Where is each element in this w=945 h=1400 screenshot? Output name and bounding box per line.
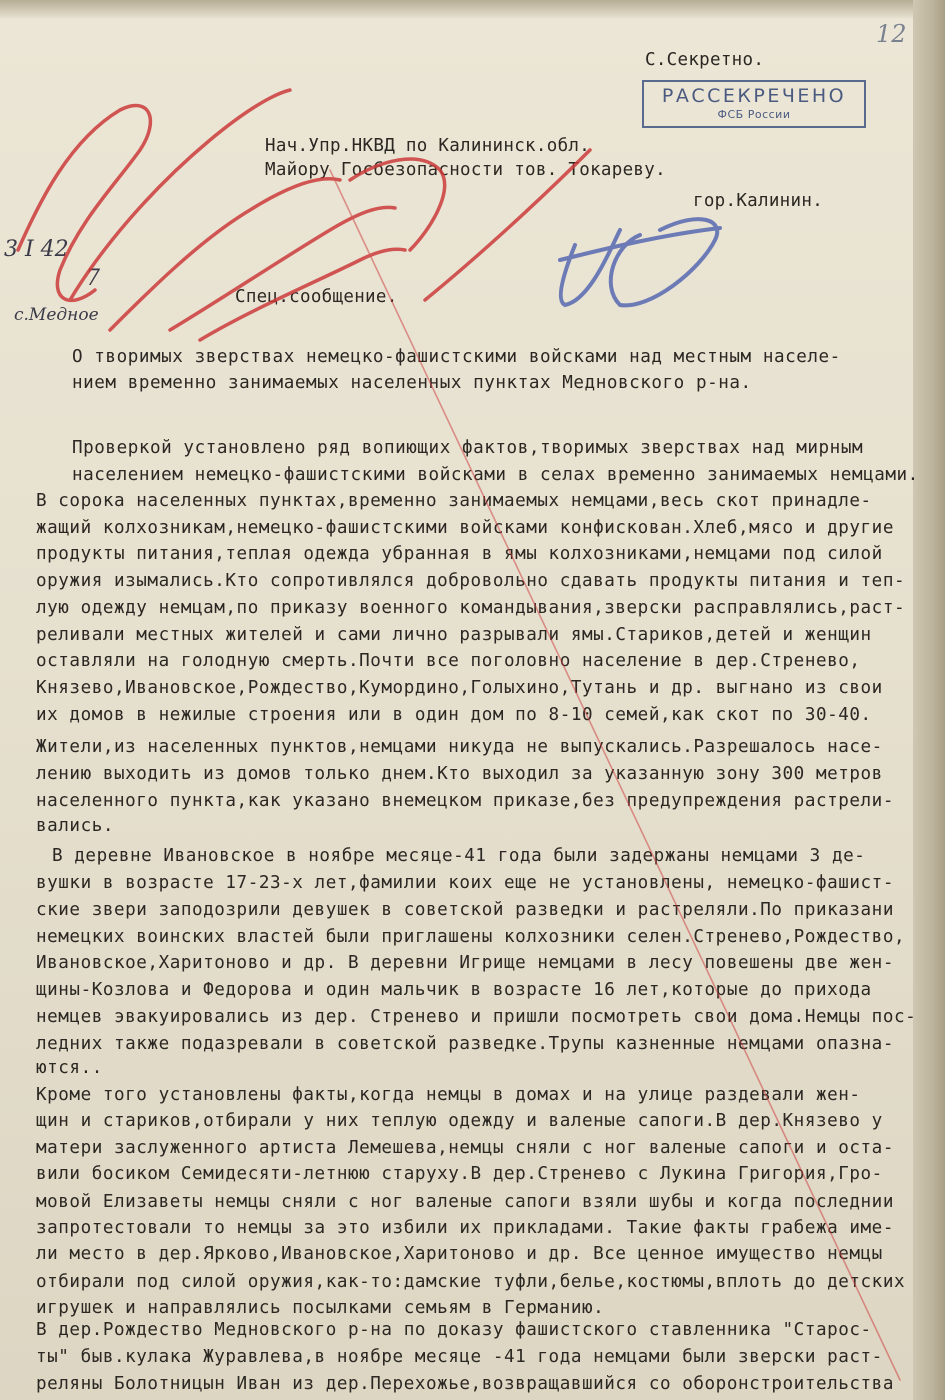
city-label: гор.Калинин. [693,191,824,211]
blue-pencil-mark [560,219,720,305]
declassified-stamp [642,80,866,128]
body-line: щины-Козлова и Федорова и один мальчик в возрасте 16 лет,которые до прихода [36,980,872,1000]
subject-line-2: нием временно занимаемых населенных пунктах Медновского р-на. [72,373,752,393]
body-line: продукты питания,теплая одежда убранная в ямы колхозниками,немцами под силой [36,544,883,564]
body-line: вались. [36,816,114,836]
body-line: отбирали под силой оружия,как-то:дамские туфли,белье,костюмы,вплоть до детских [36,1272,906,1292]
classification-label: С.Секретно. [645,50,765,70]
subject-line-1: О творимых зверствах немецко-фашистскими войсками над местным населе- [72,347,841,367]
addressee-line-1: Нач.Упр.НКВД по Калининск.обл. [265,136,591,156]
body-line: вушки в возрасте 17-23-х лет,фамилии коих еще не установлены, немецко-фашист- [36,873,894,893]
body-line: щин и стариков,отбирали у них теплую одежду и валеные сапоги.В дер.Князево у [36,1111,883,1131]
body-line: их домов в нежилые строения или в один дом по 8-10 семей,как скот по 30-40. [36,705,872,725]
body-line: Кроме того установлены факты,когда немцы в домах и на улице раздевали жен- [36,1085,861,1105]
stamp-main-text: РАССЕКРЕЧЕНО [661,85,847,107]
red-pencil-resolution [18,90,900,1380]
body-line: реливали местных жителей и сами лично разрывали ямы.Стариков,детей и женщин [36,625,872,645]
body-line: мовой Елизаветы немцы сняли с ног валеные сапоги взяли шубы и когда последнии [36,1192,894,1212]
body-line: Ивановское,Харитоново и др. В деревни Игрище немцами в лесу повешены две жен- [36,953,894,973]
body-line: запротестовали то немцы за это избили их прикладами. Такие факты грабежа име- [36,1218,894,1238]
stamp-sub-text: ФСБ России [717,108,791,121]
body-line: В сорока населенных пунктах,временно занимаемых немцами,весь скот принадле- [36,491,872,511]
body-line: ледних также подазревали в советской разведке.Трупы казненные немцами опазна- [36,1034,894,1054]
margin-date: 3 I 42 [4,237,69,262]
body-line: населенного пункта,как указано внемецком приказе,без предупреждения растрели- [36,791,894,811]
margin-place: с.Медное [14,305,99,325]
addressee-line-2: Майору Госбезопасности тов. Токареву. [265,160,666,180]
page-number: 12 [876,20,907,48]
paper-top-edge [0,0,945,18]
body-line: В дер.Рождество Медновского р-на по доказу фашистского ставленника "Старос- [36,1320,872,1340]
body-line: немецких воинских властей были приглашены колхозники селен.Стренево,Рождество, [36,927,906,947]
body-line: реляны Болотницын Иван из дер.Перехожье,возвращавшийся со оборонстроительства [36,1374,894,1394]
body-line: В деревне Ивановское в ноябре месяце-41 года были задержаны немцами 3 де- [52,846,866,866]
body-line: ские звери заподозрили девушек в советской разведки и растреляли.По приказани [36,900,894,920]
body-line: ты" быв.кулака Журавлева,в ноябре месяце -41 года немцами были зверски раст- [36,1347,883,1367]
body-line: жащий колхозникам,немецко-фашистскими войсками конфискован.Хлеб,мясо и другие [36,518,894,538]
margin-number: 7 [86,266,100,291]
body-line: ются.. [36,1058,103,1078]
body-line: вили босиком Семидесяти-летнюю старуху.В дер.Стренево с Лукина Григория,Гро- [36,1164,883,1184]
body-line: лую одежду немцам,по приказу военного командывания,зверски расправлялись,раст- [36,598,906,618]
body-line: оставляли на голодную смерть.Почти все поголовно население в дер.Стренево, [36,651,861,671]
body-line: оружия изымались.Кто сопротивлялся добровольно сдавать продукты питания и теп- [36,571,906,591]
body-line: ли место в дер.Ярково,Ивановское,Харитоново и др. Все ценное имущество немцы [36,1244,883,1264]
body-line: населением немецко-фашистскими войсками в селах временно занимаемых немцами. [72,465,919,485]
paper-right-edge [913,0,945,1400]
document-title: Спец.сообщение. [235,287,398,307]
body-line: Князево,Ивановское,Рождество,Кумордино,Голыхино,Тутань и др. выгнано из свои [36,678,883,698]
body-line: игрушек и направлялись посылками семьям в Германию. [36,1298,605,1318]
body-line: Проверкой установлено ряд вопиющих фактов,творимых зверствах над мирным [72,438,864,458]
body-line: лению выходить из домов только днем.Кто выходил за указанную зону 300 метров [36,764,883,784]
body-line: немцев эвакуировались из дер. Стренево и пришли посмотреть свои дома.Немцы пос- [36,1007,917,1027]
body-line: матери заслуженного артиста Лемешева,немцы сняли с ног валеные сапоги и оста- [36,1138,894,1158]
body-line: Жители,из населенных пунктов,немцами никуда не выпускались.Разрешалось насе- [36,737,883,757]
